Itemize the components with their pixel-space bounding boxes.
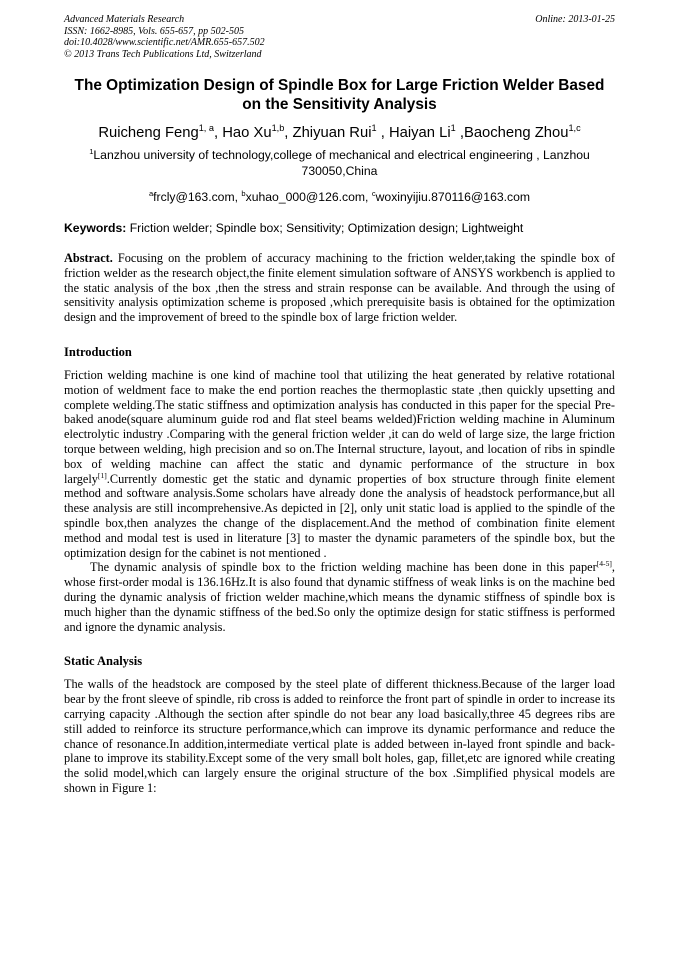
journal-header [64, 14, 615, 60]
keywords: Keywords: Friction welder; Spindle box; Sensitivity; Optimization design; Lightweight [64, 221, 524, 235]
email[interactable]: $^a$frcly@163.com [148, 188, 235, 204]
author: Baocheng Zhou$^{1,c}$ [463, 123, 581, 141]
doi-line: doi:10.4028/www.scientific.net/AMR.655-657.502 [64, 37, 265, 48]
copyright-line: © 2013 Trans Tech Publications Ltd, Switzerland [64, 48, 262, 60]
online-date: Online: 2013-01-25 [535, 14, 615, 25]
issn-line: ISSN: 1662-8985, Vols. 655-657, pp 502-505 [64, 25, 244, 37]
journal-name: Advanced Materials Research [64, 14, 185, 25]
author-list [64, 124, 615, 142]
paper-title: The Optimization Design of Spindle Box for Large Friction Welder Based on the Sensitivity Analysis [74, 77, 605, 113]
author: Zhiyuan Rui$^1$ , [292, 123, 389, 141]
intro-paragraph-2: The dynamic analysis of spindle box to the friction welding machine has been done in this paper[4-5], whose first-order modal is 136.16Hz.It is also found that dynamic stiffness of weak links is on the machine bed during the dynamic analysis of friction welder machine,which means the dynamic stiffness of spindle box is much higher than the dynamic stiffness of the bed.So only the optimize design for static stiffness is performed and ignore the dynamic analysis. [64, 559, 615, 634]
abstract: Abstract. Focusing on the problem of accuracy machining to the friction welder,taking the spindle box of friction welder as the research object,the finite element simulation software of ANSYS workbench is applied to the static analysis of the box ,then the stress and strain response can be available. And through the using of sensitivity analysis optimization scheme is proposed ,which prerequisite basis is obtained for the optimization design and the improvement of breed to the spindle box of large friction welder. [64, 251, 615, 325]
static-paragraph-1: The walls of the headstock are composed by the steel plate of different thickness.Because of the larger load bear by the front sleeve of spindle, rib cross is added to reinforce the front part of spindle in order to increase its carrying capacity .Although the section after spindle do not bear any load basically,three 45 degrees ribs are still added to reinforce its structure performance,which can improve its dynamic performance and reduce the chance of resonance.In addition,intermediate vertical plate is added between in-layed front spindle and back-plane to improve its stability.Except some of the very small bolt holes, gap, fillet,etc are ignored while creating the solid model,which can largely ensure the original structure of the box .Simplified physical models are shown in Figure 1: [64, 677, 615, 795]
author: Hao Xu$^{1,b}$, [222, 123, 293, 141]
affiliation: $^1$Lanzhou university of technology,college of mechanical and electrical engineering , Lanzhou 730050,China [89, 146, 590, 178]
author: Haiyan Li$^1$ , [388, 123, 464, 141]
citation[interactable]: [4-5] [596, 559, 612, 569]
paper-page [64, 14, 615, 796]
email-list: $^a$frcly@163.com, $^b$xuhao_000@126.com, $^c$woxinyijiu.870116@163.com [148, 188, 531, 204]
email[interactable]: $^c$woxinyijiu.870116@163.com [371, 188, 531, 204]
citation[interactable]: [1] [97, 470, 107, 480]
author: Ruicheng Feng$^{1, a}$, [98, 123, 223, 141]
intro-paragraph-1: Friction welding machine is one kind of machine tool that utilizing the heat generated by relative rotational motion of weldment face to make the end portion reaches the thermoplastic state ,then quickly upsetting and complete welding.The static stiffness and optimization analysis has conducted in this paper for the special Pre-baked anode(square aluminum guide rod and flat steel beams welded)Friction welding machine in Aluminum electrolytic industry .Comparing with the general friction welder ,it can do weld of large size, the large friction torque between welding, high precision and so on.The Internal structure, layout, and location of ribs in spindle box of welding machine can affect the static and dynamic performance of the structure in box largely[1].Currently domestic get the static and dynamic properties of box structure through finite element method and software analysis.Some scholars have already done the analysis of headstock performance,but all these analysis are still incomprehensive.As depicted in [2], only unit static load is applied to the spindle of the spindle box,then analyzes the change of the displacement.And the method of combination finite element method and modal test is used in literature [3] to master the dynamic parameters of the spindle box, but the optimization design for the cabinet is not mentioned . [64, 367, 615, 560]
section-heading-introduction: Introduction [64, 344, 132, 359]
email[interactable]: $^b$xuhao_000@126.com [241, 188, 366, 204]
section-heading-static-analysis: Static Analysis [64, 654, 143, 669]
